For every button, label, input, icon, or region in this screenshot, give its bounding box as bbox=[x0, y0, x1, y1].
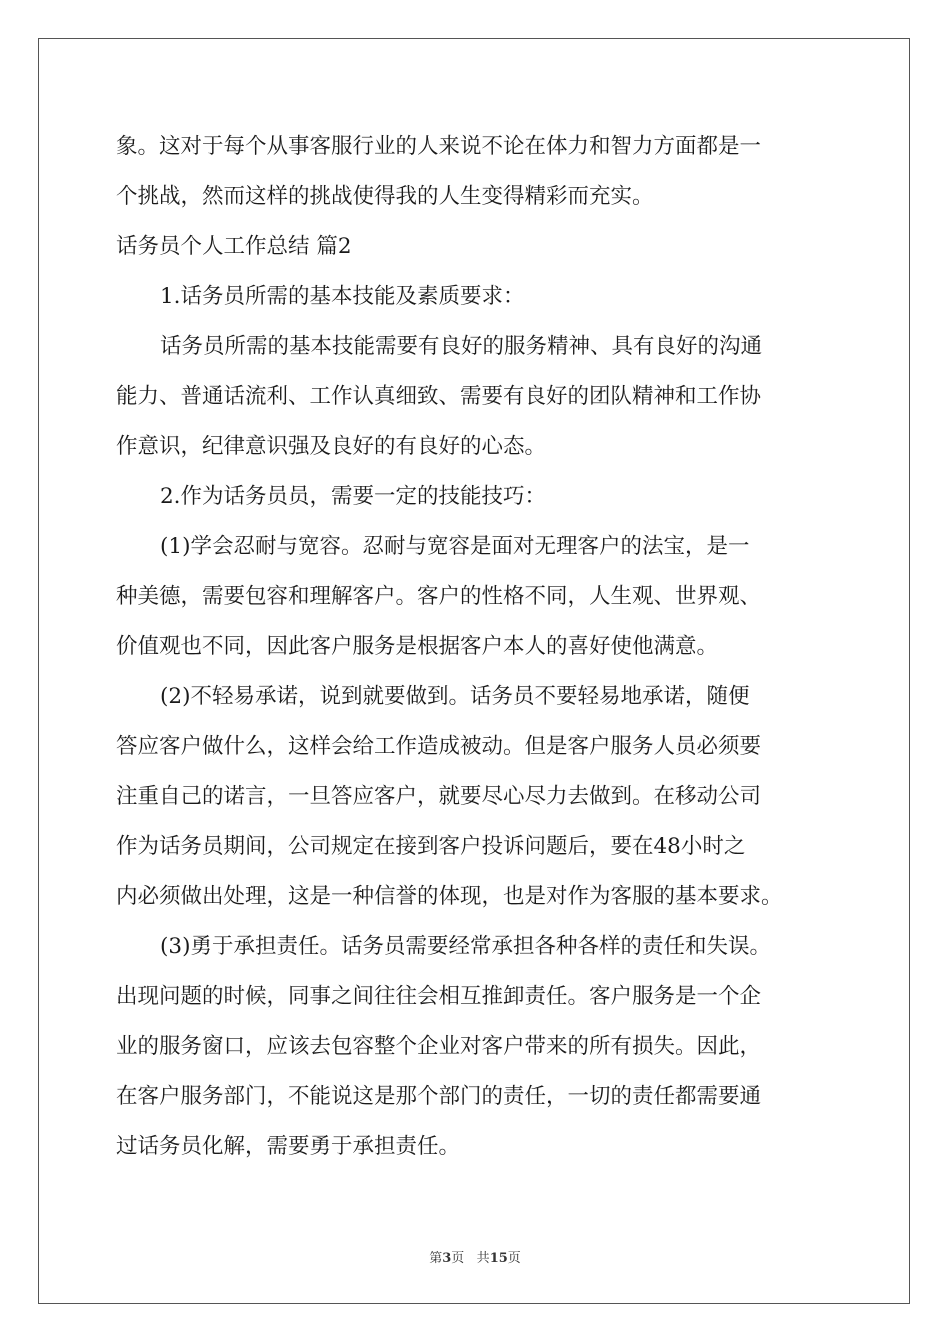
text-line: 2.作为话务员员，需要一定的技能技巧： bbox=[160, 484, 547, 509]
text-line: 过话务员化解，需要勇于承担责任。 bbox=[116, 1134, 461, 1159]
page-number: 3 bbox=[442, 1251, 452, 1266]
text-line: 种美德，需要包容和理解客户。客户的性格不同，人生观、世界观、 bbox=[116, 584, 762, 609]
text-line: (3)勇于承担责任。话务员需要经常承担各种各样的责任和失误。 bbox=[160, 934, 771, 959]
text-line: 价值观也不同，因此客户服务是根据客户本人的喜好使他满意。 bbox=[116, 634, 719, 659]
page-prefix: 第 bbox=[429, 1251, 443, 1266]
text-line: 业的服务窗口，应该去包容整个企业对客户带来的所有损失。因此， bbox=[116, 1034, 762, 1059]
text-line: 答应客户做什么，这样会给工作造成被动。但是客户服务人员必须要 bbox=[116, 734, 762, 759]
text-line: (1)学会忍耐与宽容。忍耐与宽容是面对无理客户的法宝，是一 bbox=[160, 534, 750, 559]
text-line: 能力、普通话流利、工作认真细致、需要有良好的团队精神和工作协 bbox=[116, 384, 762, 409]
text-line: 象。这对于每个从事客服行业的人来说不论在体力和智力方面都是一 bbox=[116, 134, 762, 159]
text-line: 在客户服务部门，不能说这是那个部门的责任，一切的责任都需要通 bbox=[116, 1084, 762, 1109]
text-line: 作意识，纪律意识强及良好的有良好的心态。 bbox=[116, 434, 547, 459]
total-suffix: 页 bbox=[507, 1251, 521, 1266]
text-line: (2)不轻易承诺，说到就要做到。话务员不要轻易地承诺，随便 bbox=[160, 684, 750, 709]
text-line: 作为话务员期间，公司规定在接到客户投诉问题后，要在48小时之 bbox=[116, 834, 746, 859]
text-line: 个挑战，然而这样的挑战使得我的人生变得精彩而充实。 bbox=[116, 184, 654, 209]
text-line: 话务员所需的基本技能需要有良好的服务精神、具有良好的沟通 bbox=[160, 334, 763, 359]
section-heading: 话务员个人工作总结 篇2 bbox=[116, 234, 352, 259]
text-line: 注重自己的诺言，一旦答应客户，就要尽心尽力去做到。在移动公司 bbox=[116, 784, 762, 809]
text-line: 1.话务员所需的基本技能及素质要求： bbox=[160, 284, 525, 309]
total-pages: 15 bbox=[489, 1251, 508, 1266]
total-prefix: 共 bbox=[476, 1251, 490, 1266]
page-frame bbox=[38, 38, 910, 1304]
page-suffix: 页 bbox=[451, 1251, 465, 1266]
page-footer bbox=[0, 1247, 950, 1266]
text-line: 内必须做出处理，这是一种信誉的体现，也是对作为客服的基本要求。 bbox=[116, 884, 783, 909]
text-line: 出现问题的时候，同事之间往往会相互推卸责任。客户服务是一个企 bbox=[116, 984, 762, 1009]
